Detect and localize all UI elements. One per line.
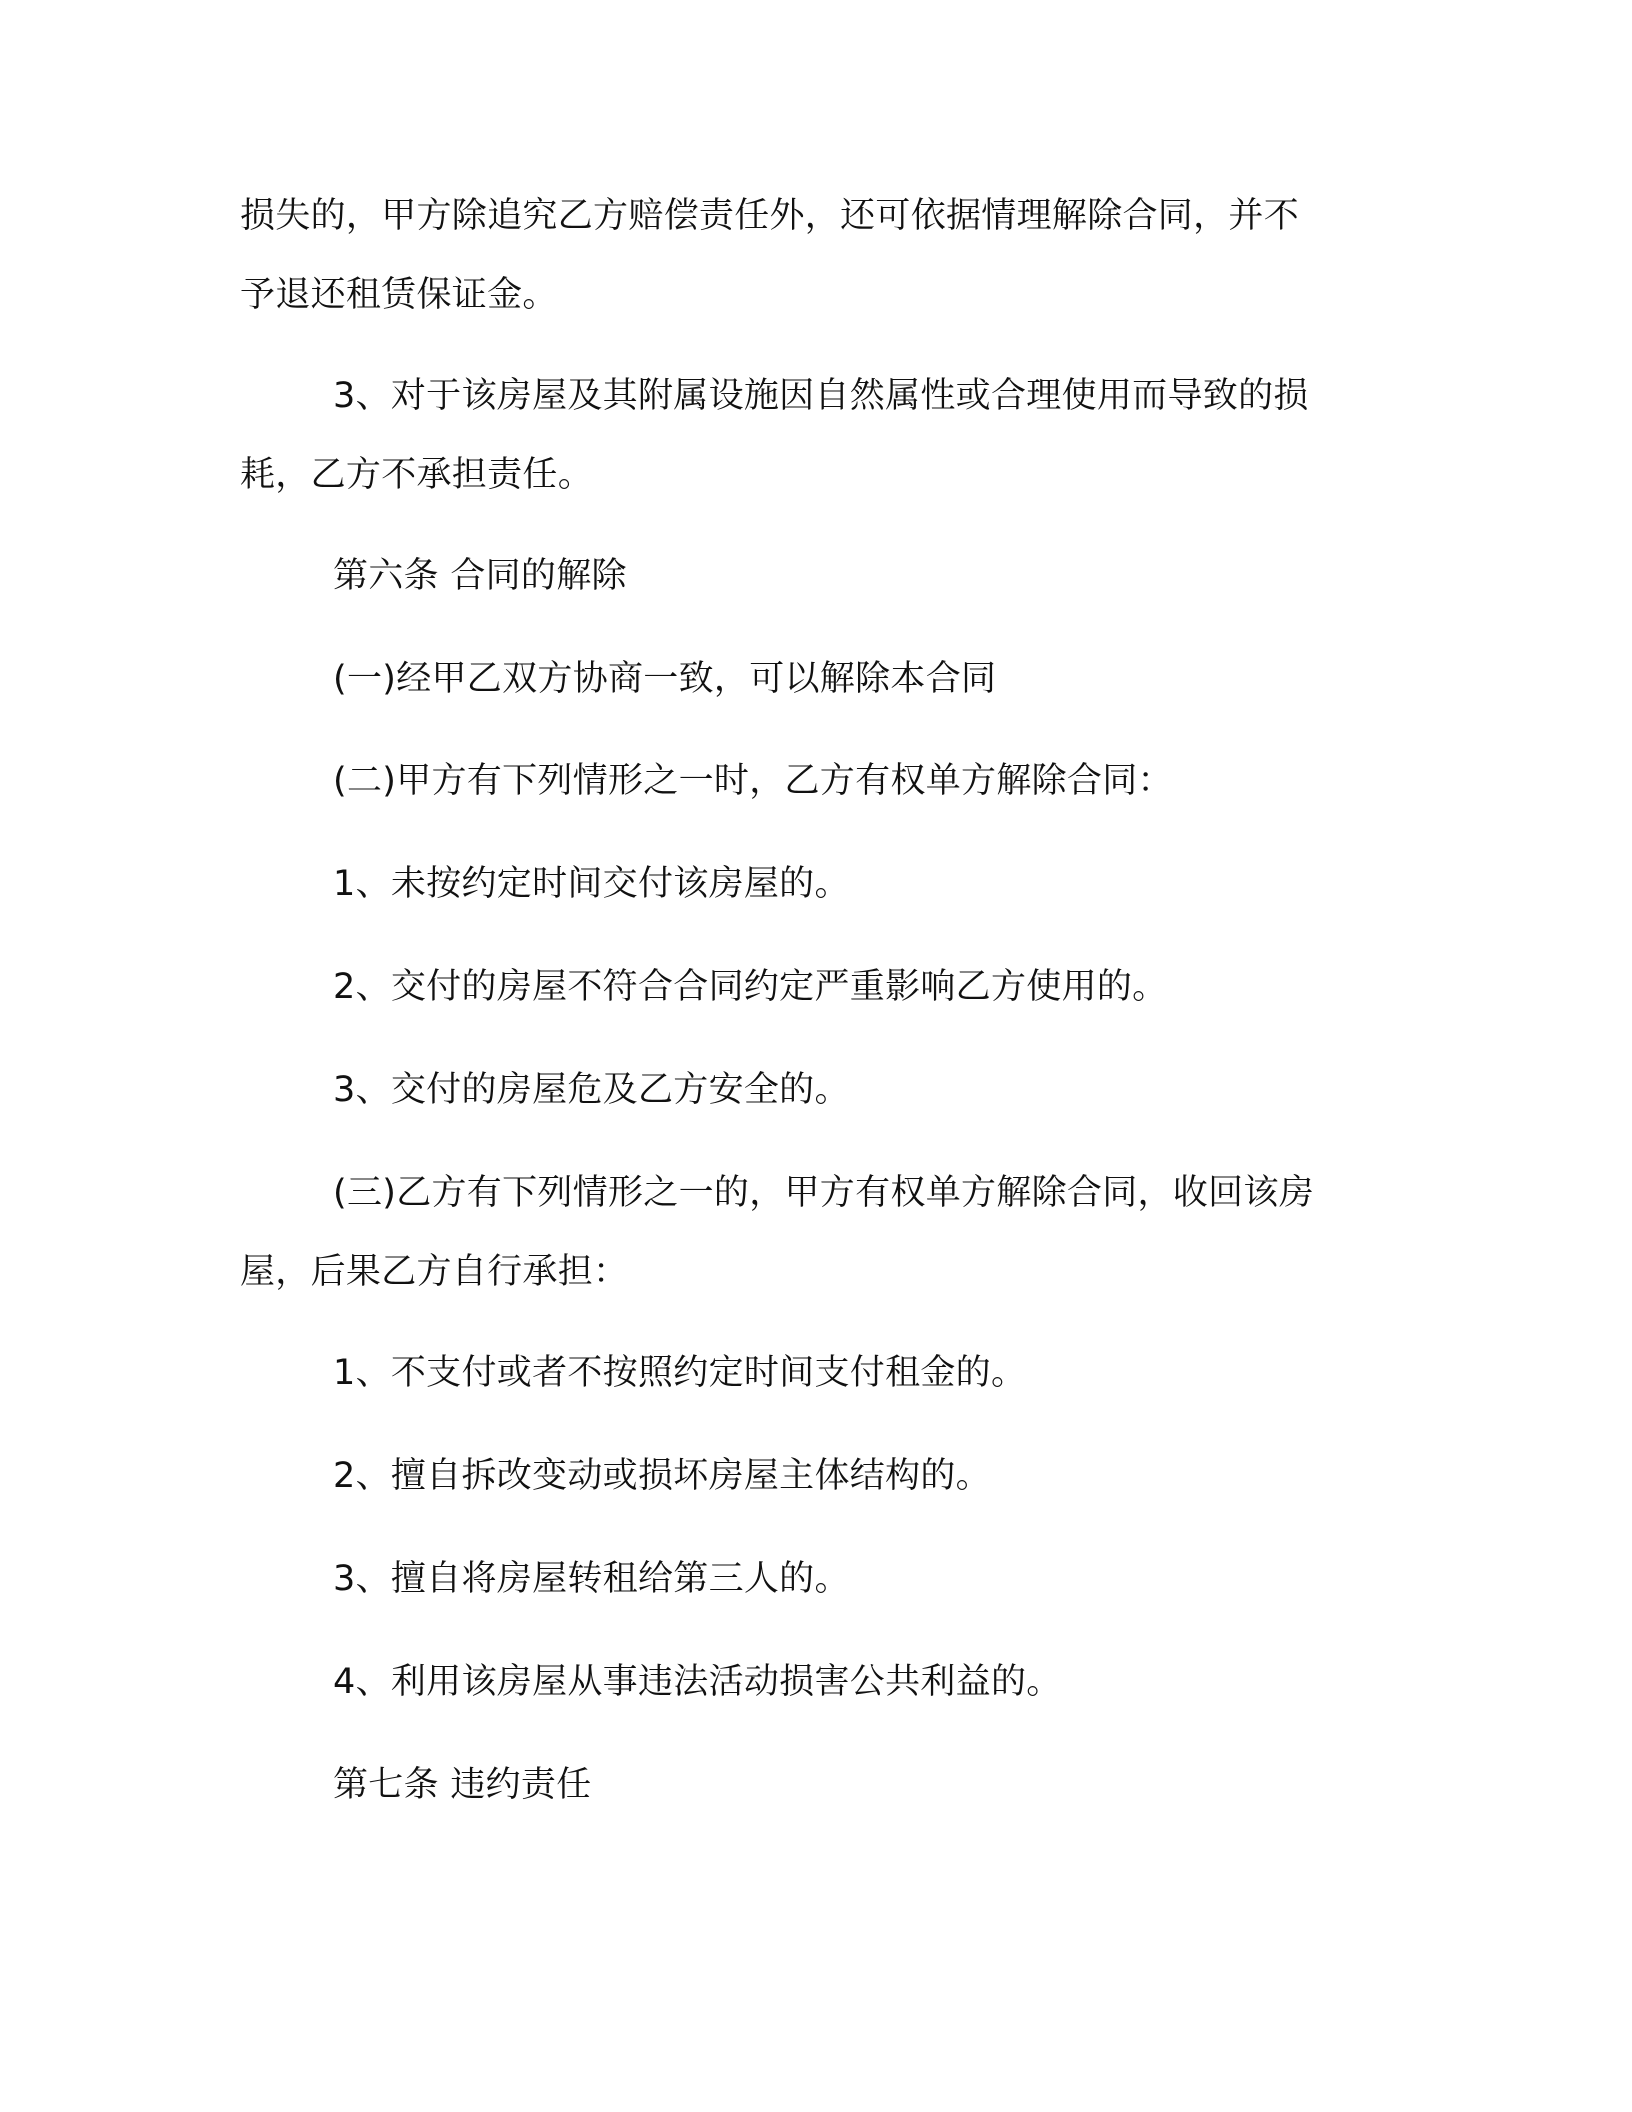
paragraph-line: (一)经甲乙双方协商一致，可以解除本合同 <box>333 659 997 699</box>
list-item: 2、擅自拆改变动或损坏房屋主体结构的。 <box>333 1456 991 1496</box>
section-heading: 第七条 违约责任 <box>333 1765 592 1805</box>
paragraph-line: 屋，后果乙方自行承担： <box>240 1252 629 1292</box>
list-item: 2、交付的房屋不符合合同约定严重影响乙方使用的。 <box>333 967 1168 1007</box>
section-heading: 第六条 合同的解除 <box>333 556 627 596</box>
list-item: 1、不支付或者不按照约定时间支付租金的。 <box>333 1353 1027 1393</box>
paragraph-line: 耗，乙方不承担责任。 <box>240 455 594 495</box>
list-item: 3、交付的房屋危及乙方安全的。 <box>333 1070 850 1110</box>
list-item: 4、利用该房屋从事违法活动损害公共利益的。 <box>333 1662 1062 1702</box>
paragraph-line: 予退还租赁保证金。 <box>240 275 558 315</box>
paragraph-line: (三)乙方有下列情形之一的，甲方有权单方解除合同，收回该房 <box>333 1173 1315 1213</box>
paragraph-line: (二)甲方有下列情形之一时，乙方有权单方解除合同： <box>333 761 1173 801</box>
paragraph-line: 损失的，甲方除追究乙方赔偿责任外，还可依据情理解除合同，并不 <box>240 196 1300 236</box>
paragraph-line: 3、对于该房屋及其附属设施因自然属性或合理使用而导致的损 <box>333 376 1309 416</box>
list-item: 1、未按约定时间交付该房屋的。 <box>333 864 850 904</box>
list-item: 3、擅自将房屋转租给第三人的。 <box>333 1559 850 1599</box>
